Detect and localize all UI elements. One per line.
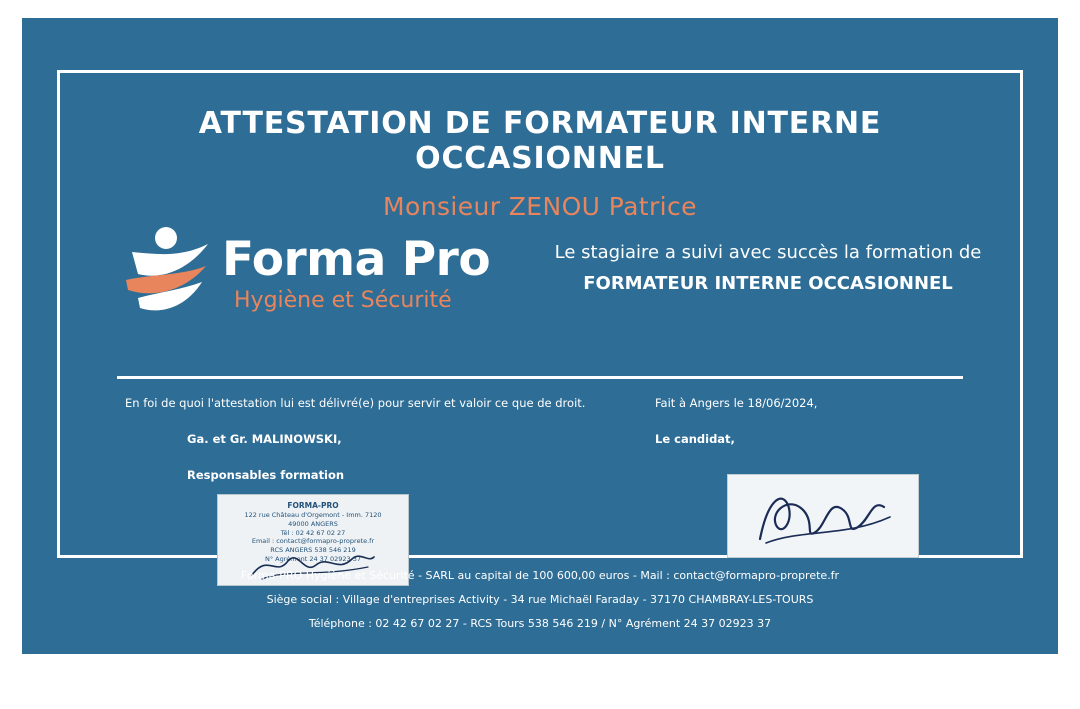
stamp-line-2: 49000 ANGERS	[288, 519, 338, 528]
certificate-sheet	[22, 18, 1058, 654]
certificate-content	[77, 80, 1003, 563]
stamp-line-3: Tél : 02 42 67 02 27	[280, 528, 346, 537]
candidate-signature-box	[727, 474, 919, 558]
stamp-line-1: 122 rue Château d'Orgemont - Imm. 7120	[244, 511, 382, 520]
footer-line-1: Forma-PRO Hygiène et Sécurité - SARL au capital de 100 600,00 euros - Mail : contact@formapro-proprete.fr	[240, 569, 840, 582]
place-and-date: Fait à Angers le 18/06/2024,	[655, 396, 818, 410]
footer-line-3: Téléphone : 02 42 67 02 27 - RCS Tours 538 546 219 / N° Agrément 24 37 02923 37	[308, 617, 772, 630]
signatory-name: Ga. et Gr. MALINOWSKI,	[187, 432, 342, 446]
page-title: ATTESTATION DE FORMATEUR INTERNE OCCASIONNEL	[198, 106, 882, 176]
stamp-line-6: N° Agrément 24 37 02923 37	[264, 554, 362, 563]
stamp-title: FORMA-PRO	[287, 501, 339, 510]
handwritten-signature-icon	[742, 481, 907, 551]
logo-tagline: Hygiène et Sécurité	[234, 288, 452, 313]
signatory-role: Responsables formation	[187, 468, 345, 482]
logo	[122, 220, 522, 345]
statement-line-2: FORMATEUR INTERNE OCCASIONNEL	[583, 273, 953, 294]
statement-line-1: Le stagiaire a suivi avec succès la formation de	[554, 242, 982, 263]
statement	[543, 242, 993, 294]
person-swoosh-icon	[122, 224, 218, 314]
declaration-text: En foi de quoi l'attestation lui est délivré(e) pour servir et valoir ce que de droit.	[125, 396, 586, 410]
footer-line-2: Siège social : Village d'entreprises Activity - 34 rue Michaël Faraday - 37170 CHAMBRAY-LES-TOURS	[266, 593, 814, 606]
logo-wordmark: Forma Pro	[222, 232, 491, 287]
certificate-footer	[57, 550, 1023, 644]
right-signature-column	[637, 392, 1037, 446]
left-signature-column	[117, 392, 587, 563]
horizontal-divider	[117, 376, 963, 379]
logo-and-statement-row	[77, 220, 1003, 350]
stamp-line-5: RCS ANGERS 538 546 219	[270, 546, 356, 555]
signature-section	[77, 392, 1003, 563]
recipient-name: Monsieur ZENOU Patrice	[383, 192, 697, 221]
stamp-line-4: Email : contact@formapro-proprete.fr	[251, 537, 375, 546]
candidate-label: Le candidat,	[655, 432, 735, 446]
